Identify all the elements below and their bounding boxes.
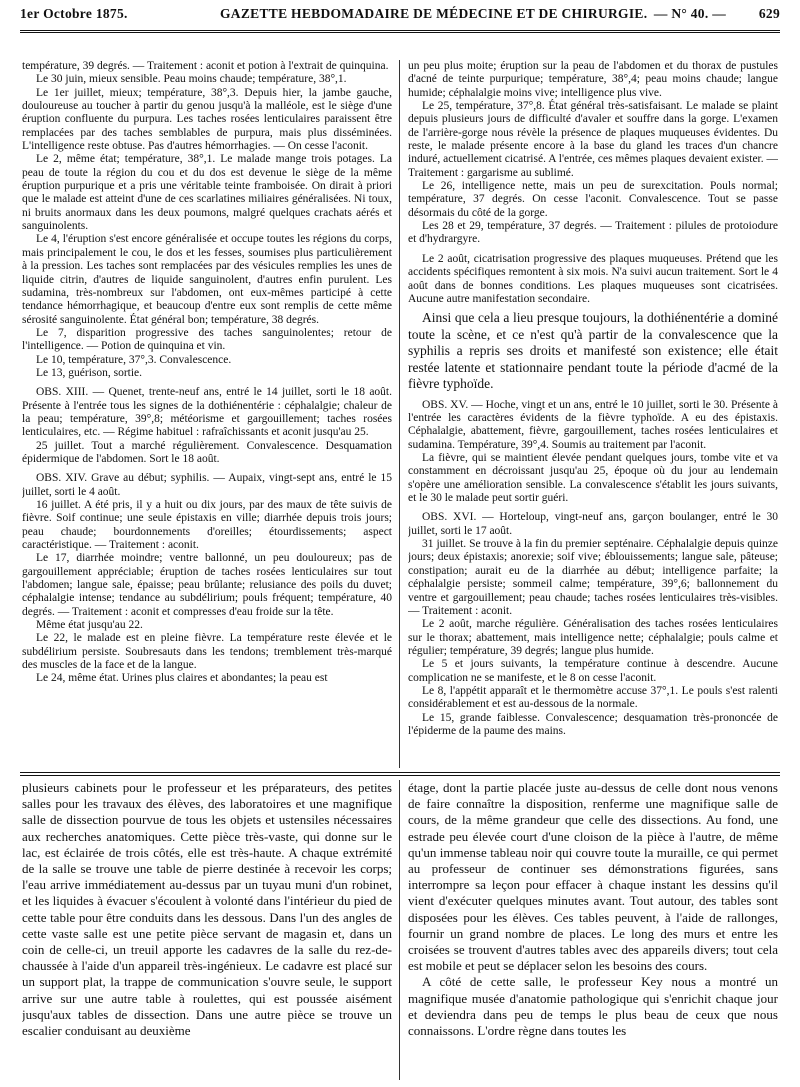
paragraph: Le 7, disparition progressive des taches sanguinolentes; retour de l'intelligence. — Potion de quinquina et vin. xyxy=(22,326,392,353)
paragraph: Le 10, température, 37°,3. Convalescence. xyxy=(36,353,232,366)
paragraph: Le 2, même état; température, 38°,1. Le malade mange trois potages. La peau de toute la région du cou et du dos est devenue le siège de la même éruption purpurique et a pris une véritable teinte framboisée. On dirait à priori que le malade est atteint d'une de ces scarlatines miliaires généralisées. Ni toux, ni bruits anormaux dans les deux poumons, malgré quelques crachats aérés et sanguinolents. xyxy=(22,153,392,233)
section-rule-bottom xyxy=(20,775,780,776)
observation-heading: OBS. XIV. Grave au début; syphilis. — Aupaix, vingt-sept ans, entré le 15 juillet, sorti le 4 août. xyxy=(22,472,392,498)
paragraph: Le 8, l'appétit apparaît et le thermomètre accuse 37°,1. Le pouls s'est ralenti considérablement et est au-dessous de la normale. xyxy=(408,684,778,711)
paragraph: plusieurs cabinets pour le professeur et les préparateurs, des petites salles pour les travaux des élèves, des laboratoires et une magnifique salle de dissection pourvue de tous les objets et ustensiles nécessaires aux recherches anatomiques. Cette pièce très-vaste, qui donne sur le lac, est éclairée de trois côtés, elle est très-haute. A chaque extrémité de la salle se trouve une table de pierre destinée à recevoir les corps; l'eau arrive immédiatement au-dessus par un tuyau muni d'un robinet, et les liquides à évacuer s'écoulent à volonté dans l'intérieur du pied de cette table pour être conduits dans les dessous. Dans l'un des angles de cette vaste salle est une petite pièce servant de magasin et, dans un coin de celle-ci, un treuil apporte les cadavres de la salle du rez-de-chaussée à l'aide d'un appareil très-ingénieux. Le cadavre est placé sur un support plat, la trappe de communication s'ouvre seule, le support arrive sur une autre table à roulettes, qui est poussée aisément jusqu'aux tables de dissection. Dans une autre pièce se trouve un escalier conduisant au deuxième xyxy=(22,780,392,1039)
paragraph: Le 1er juillet, mieux; température, 38°,3. Depuis hier, la jambe gauche, douloureuse au toucher à partir du genou jusqu'à la malléole, est le siège d'une éruption confluente du purpura. Les taches rosées lenticulaires paraissent être remplacées par des taches semblables de purpura, mais plus disséminées. L'intelligence reste obtuse. Pas d'autres hémorrhagies. — On cesse l'aconit. xyxy=(22,86,392,153)
column-divider xyxy=(399,60,400,768)
paragraph: Le 13, guérison, sortie. xyxy=(36,366,143,379)
paragraph: Le 30 juin, mieux sensible. Peau moins chaude; température, 38°,1. xyxy=(36,73,347,86)
paragraph: Le 24, même état. Urines plus claires et abondantes; la peau est xyxy=(36,672,328,685)
page-number: 629 xyxy=(758,6,780,21)
upper-right-column xyxy=(408,60,778,768)
paragraph: Le 15, grande faiblesse. Convalescence; desquamation très-prononcée de l'épiderme de la paume des mains. xyxy=(408,711,778,737)
issue-number: — N° 40. — xyxy=(653,6,726,21)
paragraph: Les 28 et 29, température, 37 degrés. — Traitement : pilules de protoiodure et d'hydrargyre. xyxy=(408,220,778,246)
paragraph: température, 39 degrés. — Traitement : aconit et potion à l'extrait de quinquina. xyxy=(22,60,389,72)
column-divider xyxy=(399,780,400,1080)
commentary-paragraph: Ainsi que cela a lieu presque toujours, la dothiénentérie a dominé toute la scène, et ce n'est qu'à partir de la convalescence que la syphilis a repris ses droits et manifesté son existence; elle était restée latente et stationnaire pendant toute la période d'acmé de la fièvre typhoïde. xyxy=(408,310,778,392)
journal-title: GAZETTE HEBDOMADAIRE DE MÉDECINE ET DE CHIRURGIE. xyxy=(220,6,648,21)
paragraph: A côté de cette salle, le professeur Key nous a montré un magnifique musée d'anatomie pathologique qui s'enrichit chaque jour et deviendra dans peu de temps le plus beau de ceux que nous connaissons. L'ordre règne dans toutes les xyxy=(408,974,778,1039)
upper-left-column xyxy=(22,60,392,766)
paragraph: Le 25, température, 37°,8. État général très-satisfaisant. Le malade se plaint depuis plusieurs jours de difficulté d'avaler et souffre dans la gorge. L'examen de l'arrière-gorge nous révèle la présence de plaques muqueuses évidentes. Du reste, le malade présente encore à la base du gland les traces d'un chancre induré, actuellement cicatrisé. A l'entrée, ces mêmes plaques devaient exister. — Traitement : gargarisme au sublimé. xyxy=(408,100,778,179)
observation-heading: OBS. XV. — Hoche, vingt et un ans, entré le 10 juillet, sorti le 30. Présente à l'entrée les caractères évidents de la fièvre typhoïde. A eu des épistaxis. Céphalalgie, abattement, fièvre, gargouillement, taches rosées lenticulaires et sudamina. Température, 39°,4. Soumis au traitement par l'aconit. xyxy=(408,398,778,451)
paragraph: étage, dont la partie placée juste au-dessus de celle dont nous venons de faire connaître la disposition, renferme une magnifique salle de cours, de la même grandeur que celle des dissections. Au fond, une estrade peu élevée court d'une cloison de la pièce à l'autre, de même qu'un immense tableau noir qui couvre toute la muraille, ce qui permet au professeur de continuer ses démonstrations figurées, sans interrompre sa leçon pour effacer à chaque instant les dessins qu'il vient d'exécuter quelques minutes avant. Tout autour, des tables sont disposées pour les élèves. Ces tables peuvent, à l'aide de rallonges, fournir un grand nombre de places. Le long des murs et entre les croisées se trouvent d'autres tables avec des appareils divers; tout cela est mobile et peut se déplacer selon les besoins des cours. xyxy=(408,780,778,974)
paragraph: Le 2 août, cicatrisation progressive des plaques muqueuses. Prétend que les accidents spécifiques remontent à six mois. N'a suivi aucun traitement. Sort le 4 août dans de bonnes conditions. Les plaques muqueuses sont cicatrisées. Aucune autre manifestation secondaire. xyxy=(408,252,778,305)
paragraph: Même état jusqu'au 22. xyxy=(36,619,143,632)
lower-right-column xyxy=(408,780,778,1080)
paragraph: 25 juillet. Tout a marché régulièrement. Convalescence. Desquamation épidermique de l'abdomen. Sort le 18 août. xyxy=(22,439,392,465)
paragraph: 31 juillet. Se trouve à la fin du premier septénaire. Céphalalgie depuis quinze jours; deux épistaxis; anorexie; soif vive; éblouissements; langue sale, pâteuse; constipation; aurait eu de la diarrhée au début; intelligence parfaite; la céphalalgie persiste; sommeil calme; température, 39°,6; ballonnement du ventre et gargouillement; peau chaude; taches rosées lenticulaires très-visibles. — Traitement : aconit. xyxy=(408,538,778,617)
paragraph: La fièvre, qui se maintient élevée pendant quelques jours, tombe vite et va constamment en décroissant jusqu'au 25, époque où du jour au lendemain s'opère une amélioration sensible. La convalescence s'établit les jours suivants, et le 30 le malade peut sortir guéri. xyxy=(408,452,778,505)
header-rule-top xyxy=(20,30,780,31)
paragraph: Le 17, diarrhée moindre; ventre ballonné, un peu douloureux; pas de gargouillement appréciable; éruption de taches rosées lenticulaires sur tout l'abdomen; langue sale, épaisse; peau brûlante; relusiance des poils du duvet; céphalalgie intense; tendance au subdélirium; pouls fréquent; température, 40 degrés. — Traitement : aconit et compresses d'eau froide sur la tête. xyxy=(22,552,392,618)
paragraph: Le 2 août, marche régulière. Généralisation des taches rosées lenticulaires sur le thorax; abattement, mais intelligence nette; céphalalgie; pouls calme et régulier; température, 39 degrés; langue plus humide. xyxy=(408,618,778,657)
paragraph: Le 5 et jours suivants, la température continue à descendre. Aucune complication ne se manifeste, et le 8 on cesse l'aconit. xyxy=(408,658,778,684)
paragraph: Le 4, l'éruption s'est encore généralisée et occupe toutes les régions du corps, mais principalement le cou, le dos et les fesses, soumises plus particulièrement à la pression. Les taches sont remplacées par des vésicules remplies les unes de liquide citrin, d'autres de liquide sanguinolent, d'autres enfin purulent. Les sudamina, très-nombreux sur l'abdomen, ont eux-mêmes participé à cette tendance hémorrhagique, et beaucoup d'entre eux sont remplis de cette même sérosité sanguinolente. État général bon; température, 38 degrés. xyxy=(22,233,392,326)
observation-heading: OBS. XVI. — Horteloup, vingt-neuf ans, garçon boulanger, entré le 30 juillet, sorti le 17 août. xyxy=(408,511,778,537)
header-rule-bottom xyxy=(20,32,780,33)
observation-heading: OBS. XIII. — Quenet, trente-neuf ans, entré le 14 juillet, sorti le 18 août. Présente à l'entrée tous les signes de la dothiénentérie : céphalalgie; chaleur de la peau; température, 39°,8; météorisme et gargouillement; taches rosées lenticulaires, etc. — Régime habituel : rafraîchissants et aconit jusqu'au 25. xyxy=(22,386,392,439)
paragraph: Le 22, le malade est en pleine fièvre. La température reste élevée et le subdélirium persiste. Soubresauts dans les tendons; tremblement très-marqué des muscles de la face et de la langue. xyxy=(22,632,392,672)
section-rule-top xyxy=(20,772,780,773)
paragraph: Le 26, intelligence nette, mais un peu de surexcitation. Pouls normal; température, 37 degrés. On cesse l'aconit. Convalescence. Tout se passe désormais du côté de la gorge. xyxy=(408,180,778,219)
paragraph: 16 juillet. A été pris, il y a huit ou dix jours, par des maux de tête suivis de fièvre. Soif continue; une seule épistaxis en ville; diarrhée depuis trois jours; peau chaude; bourdonnements d'oreilles; étourdissements; aspect caractéristique. — Traitement : aconit. xyxy=(22,499,392,552)
running-header xyxy=(20,6,780,28)
paragraph: un peu plus moite; éruption sur la peau de l'abdomen et du thorax de pustules d'acné de teinte purpurique; température, 38°,4; peau moins chaude; langue humide; céphalalgie moins vive; intelligence plus vive. xyxy=(408,60,778,99)
lower-left-column xyxy=(22,780,392,1080)
issue-date: 1er Octobre 1875. xyxy=(20,6,128,21)
